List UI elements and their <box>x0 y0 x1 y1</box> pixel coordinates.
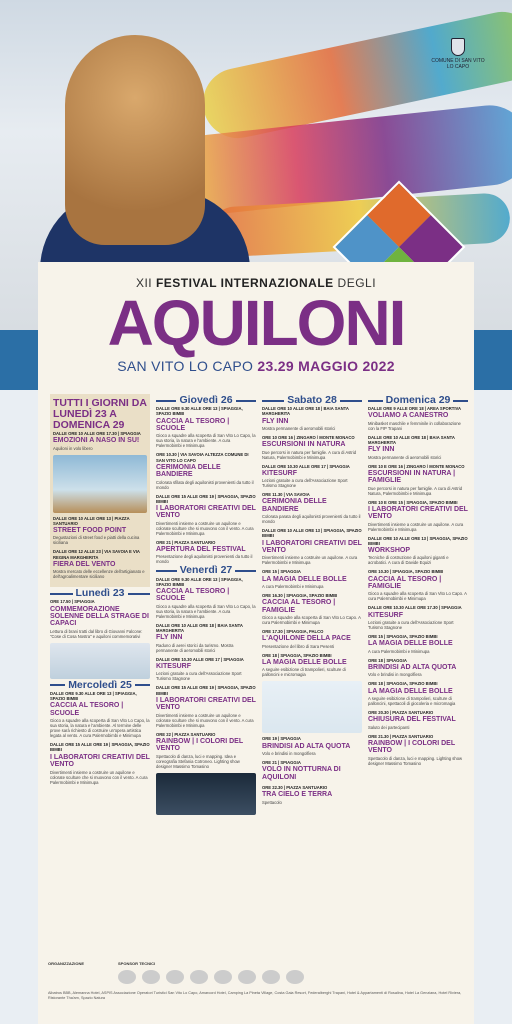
list-item: ORE 16.30 | SPIAGGIA, SPAZIO BIMBI CACCIA AL TESORO | FAMIGLIE Gioco a squadre alla scoperta di San Vito Lo Capo. A cura Palermobimbi e Minimupa <box>262 593 361 626</box>
list-item <box>53 431 147 451</box>
list-item: ORE 10.30 | SPIAGGIA, SPAZIO BIMBI CACCIA AL TESORO | FAMIGLIE Gioco a squadre alla scoperta di San Vito Lo Capo. A cura Palermobimbi e Minimupa <box>368 569 467 602</box>
footer <box>38 957 474 1024</box>
crest-icon <box>451 38 465 56</box>
credits: Albatros BBB, Alemanna Hotel, ASPIS Associazione Operatori Turistici San Vito Lo Capo, Amarcord Hotel, Camping La Pineta Village, Costa Gaia Resort, Federalberghi Trapani, Hotel & Appartamenti di Rosalina, Hotel La Genziana, Hotel Riviera, Ristorante Tha'am, Spazio Natura <box>48 991 462 1000</box>
list-item: ORE 21.30 | PIAZZA SANTUARIO RAINBOW | I COLORI DEL VENTO Spettacolo di danza, luci e mapping. Lighting show designer Massimo Tomasino <box>368 733 463 766</box>
list-item: DALLE ORE 10 ALLE ORE 18 | BAIA SANTA MARGHERITA FLY INN Mostra permanente di aeromobili storici <box>262 406 349 432</box>
photo-dancer <box>156 773 256 815</box>
event-title: STREET FOOD POINT <box>53 527 127 535</box>
list-item: DALLE ORE 9 ALLE ORE 18 | AREA SPORTIVA VOLIAMO A CANESTRO Minibasket maschile e femminile in collaborazione con la FIP Trapani <box>368 406 461 431</box>
list-item <box>50 742 150 784</box>
organizer-label: ORGANIZZAZIONE <box>48 961 84 966</box>
column-2 <box>156 394 256 818</box>
list-item: DALLE ORE 10 ALLE ORE 13 | SPIAGGIA, SPAZIO BIMBI WORKSHOP Tecniche di costruzione di aquiloni giganti e acrobatici. A cura di Davide Equizi <box>368 535 468 566</box>
sponsor-logo <box>286 970 304 984</box>
event-title: EMOZIONI A NASO IN SU! <box>53 437 140 445</box>
event-time: DALLE ORE 10 ALLE ORE 17.30 | SPIAGGIA <box>53 431 141 436</box>
photo-kites <box>53 455 147 513</box>
place: SAN VITO LO CAPO <box>117 358 254 374</box>
program-card <box>38 262 474 1024</box>
edition-number: XII <box>135 276 153 290</box>
event-title: FIERA DEL VENTO <box>53 560 116 568</box>
event-time: DALLE ORE 12 ALLE 23 | VIA SAVOIA E VIA REGINA MARGHERITA <box>53 549 140 560</box>
event-desc: Gioco a squadre alla scoperta di San Vito Lo Capo, la sua storia, la natura e l'ambiente. Al termine delle prove sarà richiesto di costruire un'opera artistica legata al vento. A cura Palermobimbi e Minimupa <box>50 718 150 739</box>
list-item <box>53 516 147 546</box>
list-item: ORE 15 | SPIAGGIA LA MAGIA DELLE BOLLE A cura Palermobimbi e Minimupa <box>262 569 347 590</box>
dates: 23.29 MAGGIO 2022 <box>257 358 395 374</box>
list-item: DALLE ORE 10 ALLE ORE 18 | BAIA SANTA MARGHERITA FLY INN Mostra permanente di aeromobili storici <box>368 434 455 460</box>
event-desc: Aquiloni in volo libero <box>53 445 93 451</box>
municipality-label: COMUNE DI SAN VITO LO CAPO <box>431 58 485 70</box>
list-item: ORE 22.30 | PIAZZA SANTUARIO TRA CIELO E TERRA Spettacolo <box>262 784 333 805</box>
event-title: COMMEMORAZIONE SOLENNE DELLA STRAGE DI CAPACI <box>50 605 149 628</box>
list-item: ORE 10 E ORE 15 | SPIAGGIA, SPAZIO BIMBI I LABORATORI CREATIVI DEL VENTO Divertimenti insieme a costruire un aquilone. A cura Palermobimbi e Minimupa <box>368 499 468 532</box>
event-time: DALLE ORE 9.30 ALLE ORE 13 | SPIAGGIA, SPAZIO BIMBI <box>50 691 137 702</box>
photo-balloon <box>262 681 362 733</box>
page-title: AQUILONI <box>107 287 405 359</box>
list-item: ORE 22 | PIAZZA SANTUARIO RAINBOW | I COLORI DEL VENTO Spettacolo di danza, luci e mapping. Idea e coreografia Stefania Cotroneo. Lighting show designer Massimo Tomasino <box>156 731 243 769</box>
list-item: ORE 10 ORE 16 | ZINGARO / MONTE MONACO ESCURSIONI IN NATURA Due percorsi in natura per famiglie. A cura di Astrid Natura, Palermobimbi e Minimupa <box>262 435 357 460</box>
day-header-thursday: Giovedì 26 <box>156 398 256 403</box>
title-block <box>38 262 474 384</box>
list-item: DALLE ORE 15 ALLE ORE 19 | SPIAGGIA, SPAZIO BIMBI I LABORATORI CREATIVI DEL VENTO Divertimenti insieme a costruire un aquilone e colorate sculture che si muovono con il vento. A cura Palermobimbi e Minimupa <box>156 685 256 728</box>
list-item: ORE 21 | SPIAGGIA VOLO IN NOTTURNA DI AQUILONI <box>262 759 341 781</box>
sponsor-logos <box>118 969 458 985</box>
list-item: DALLE ORE 10.30 ALLE ORE 17 | SPIAGGIA KITESURF Lezioni gratuite a cura dell'Associazione Sport Turismo Stagnone <box>156 656 244 682</box>
list-item: DALLE ORE 10.30 ALLE ORE 17.30 | SPIAGGIA KITESURF Lezioni gratuite a cura dell'Associazione Sport Turismo Stagnone <box>368 605 462 631</box>
photo-kite <box>50 643 150 679</box>
list-item: ORE 20.30 | PIAZZA SANTUARIO CHIUSURA DEL FESTIVAL Saluto dei partecipanti <box>368 709 456 730</box>
list-item <box>50 691 150 738</box>
list-item: DALLE ORE 10 ALLE ORE 18 | BAIA SANTA MARGHERITA FLY INN Raduno di aerei storici da turismo. Mostra permanente di aeromobili storici <box>156 622 243 653</box>
column-3 <box>262 394 362 809</box>
event-desc: Degustazioni di street food e piatti della cucina siciliana <box>53 535 140 546</box>
list-item: DALLE ORE 10 ALLE ORE 13 | SPIAGGIA, SPAZIO BIMBI I LABORATORI CREATIVI DEL VENTO Divertimenti insieme a costruire un aquilone. A cura Palermobimbi e Minimupa <box>262 528 362 566</box>
list-item: ORE 18 | SPIAGGIA, SPAZIO BIMBI LA MAGIA DELLE BOLLE A seguire esibizione di trampolieri, sculture di palloncini, spettacoli di giocoleria e micromagia <box>368 681 456 706</box>
event-time: DALLE ORE 15 ALLE ORE 19 | SPIAGGIA, SPAZIO BIMBI <box>50 742 150 753</box>
list-item: ORE 11.30 | VIA SAVOIA CERIMONIA DELLE BANDIERE Colorata parata degli aquilonisti provenienti da tutto il mondo <box>262 492 361 525</box>
sponsor-logo <box>262 970 280 984</box>
event-desc: Divertimenti insieme a costruire un aquilone e colorate sculture che si muovono con il vento. A cura Palermobimbi e Minimupa <box>50 769 148 785</box>
list-item: DALLE ORE 9.30 ALLE ORE 13 | SPIAGGIA, SPAZIO BIMBI CACCIA AL TESORO | SCUOLE Gioco a squadre alla scoperta di San Vito Lo Capo, la sua storia, la natura e l'ambiente. A cura Palermobimbi e Minimupa <box>156 576 256 619</box>
event-time: ORE 17.50 | SPIAGGIA <box>50 599 95 605</box>
sponsor-label: SPONSOR TECNICI <box>118 961 156 966</box>
list-item: ORE 18 | SPIAGGIA BRINDISI AD ALTA QUOTA Volo e brindisi in mongolfiera <box>368 657 457 678</box>
list-item: DALLE ORE 10.30 ALLE ORE 17 | SPIAGGIA KITESURF Lezioni gratuite a cura dell'Associazione Sport Turismo Stagnone <box>262 463 350 489</box>
event-desc: Mostra mercato delle eccellenze dell'artigianato e dell'agroalimentare siciliano <box>53 569 145 580</box>
list-item: ORE 10.30 | VIA SAVOIA ALTEZZA COMUNE DI SAN VITO LO CAPO CERIMONIA DELLE BANDIERE Colorata sfilata degli aquilonisti provenienti da tutto il mondo <box>156 452 254 490</box>
day-header-monday: Lunedì 23 <box>50 591 150 596</box>
all-days-heading: TUTTI I GIORNI DA LUNEDÌ 23 A DOMENICA 29 <box>53 397 147 431</box>
sponsor-logo <box>166 970 184 984</box>
sponsor-logo <box>190 970 208 984</box>
list-item: ORE 17.30 | SPIAGGIA, PALCO L'AQUILONE DELLA PACE Presentazione del libro di Sara Pesenti <box>262 629 351 649</box>
girl-hair <box>65 35 205 245</box>
all-days-box <box>50 394 150 587</box>
sponsor-logo <box>142 970 160 984</box>
event-title: I LABORATORI CREATIVI DEL VENTO <box>50 753 150 769</box>
event-time: DALLE ORE 10 ALLE ORE 13 | PIAZZA SANTUARIO <box>53 515 130 526</box>
sponsor-logo <box>238 970 256 984</box>
event-desc: Lettura di brani tratti dal libro di Giovanni Falcone: "Cose di Cosa Nostra" e aquiloni commemorativi <box>50 628 143 639</box>
list-item: DALLE ORE 15 ALLE ORE 19 | SPIAGGIA, SPAZIO BIMBI I LABORATORI CREATIVI DEL VENTO Divertimenti insieme a costruire un aquilone e colorate sculture che si muovono con il vento. A cura Palermobimbi e Minimupa <box>156 493 256 536</box>
list-item <box>53 549 147 579</box>
list-item <box>50 599 150 638</box>
day-header-sunday: Domenica 29 <box>368 398 468 403</box>
sponsor-logo <box>118 970 136 984</box>
day-header-friday: Venerdì 27 <box>156 568 256 573</box>
day-header-saturday: Sabato 28 <box>262 398 362 403</box>
list-item: ORE 18 | SPIAGGIA, SPAZIO BIMBI LA MAGIA DELLE BOLLE A seguire esibizione di trampolieri, sculture di palloncini e micromagia <box>262 652 347 678</box>
municipality-logo <box>428 38 488 70</box>
list-item: ORE 21 | PIAZZA SANTUARIO APERTURA DEL FESTIVAL Presentazione degli aquilonisti provenienti da tutto il mondo <box>156 539 253 565</box>
list-item: ORE 15 | SPIAGGIA, SPAZIO BIMBI LA MAGIA DELLE BOLLE A cura Palermobimbi e Minimupa <box>368 634 453 654</box>
festival-of: DEGLI <box>337 276 377 290</box>
list-item: ORE 19 | SPIAGGIA BRINDISI AD ALTA QUOTA Volo e brindisi in mongolfiera <box>262 736 351 756</box>
day-header-wednesday: Mercoledì 25 <box>50 683 150 688</box>
sponsor-logo <box>214 970 232 984</box>
list-item: ORE 10 E ORE 16 | ZINGARO / MONTE MONACO ESCURSIONI IN NATURA | FAMIGLIE Due percorsi in natura per famiglie. A cura di Astrid Natura, Palermobimbi e Minimupa <box>368 463 465 496</box>
place-dates <box>38 358 474 374</box>
list-item: DALLE ORE 9.30 ALLE ORE 13 | SPIAGGIA, SPAZIO BIMBI CACCIA AL TESORO | SCUOLE Gioco a squadre alla scoperta di San Vito Lo Capo, la sua storia, la natura e l'ambiente. A cura Palermobimbi e Minimupa <box>156 406 256 449</box>
column-4 <box>368 394 468 770</box>
festival-label: FESTIVAL INTERNAZIONALE <box>155 276 334 290</box>
column-1 <box>50 394 150 789</box>
event-title: CACCIA AL TESORO | SCUOLE <box>50 702 124 717</box>
